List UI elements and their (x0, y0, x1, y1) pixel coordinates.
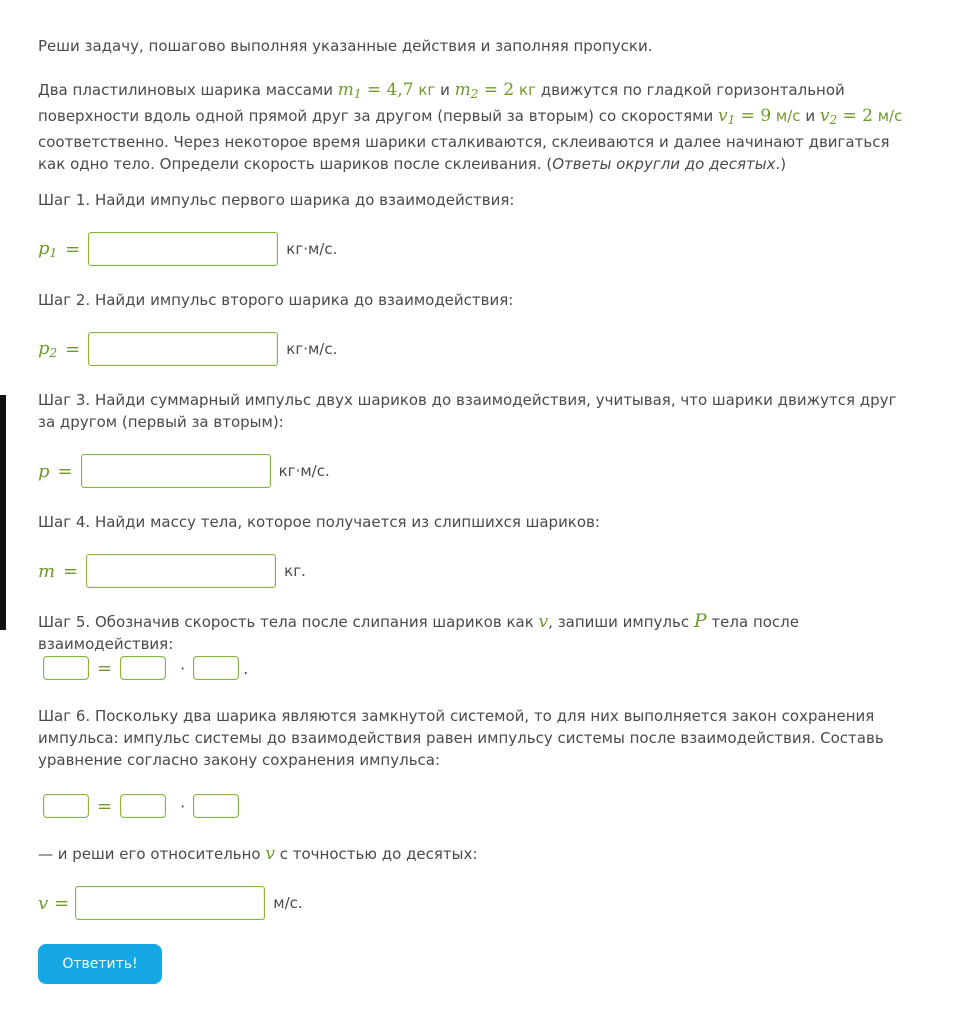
p2-label: $p_2$ (38, 338, 58, 360)
p-unit: кг·м/с. (278, 462, 330, 480)
step-6-equation: = · (43, 794, 239, 818)
step-4-text: Шаг 4. Найди массу тела, которое получается из слипшихся шариков: (38, 513, 600, 531)
step-5-equation: = · . (43, 656, 256, 680)
p-label: p (38, 460, 50, 482)
task-statement: Два пластилиновых шарика массами $m_1 = 4,7$ кг и $m_2 = 2$ кг движутся по гладкой горизонтальной поверхности вдоль одной прямой друг за другом (первый за вторым) со скоростями $v_1 = 9$ м/с и $v_2 = 2$ м/с соответственно. Через некоторое время шарики сталкиваются, склеиваются и далее начинают двигаться как одно тело. Определи скорость шариков после склеивания. (Ответы округли до десятых.) (38, 80, 903, 173)
v-input[interactable] (75, 886, 265, 920)
intro-text: Реши задачу, пошагово выполняя указанные действия и заполняя пропуски. (38, 37, 653, 55)
step5-factor1-input[interactable] (120, 656, 166, 680)
step6-factor2-input[interactable] (193, 794, 239, 818)
step-7-text: — и реши его относительно v с точностью до десятых: (38, 844, 478, 864)
answer-row-p1: $p_1$ = кг·м/с. (38, 232, 337, 266)
v-unit: м/с. (273, 894, 303, 912)
p-total-input[interactable] (81, 454, 271, 488)
p2-input[interactable] (88, 332, 278, 366)
answer-row-m: m = кг. (38, 554, 306, 588)
p2-unit: кг·м/с. (286, 340, 338, 358)
m-unit: кг. (284, 562, 306, 580)
m-label: m (38, 560, 56, 582)
p1-label: $p_1$ (38, 238, 58, 260)
v-label: v (38, 892, 49, 914)
left-edge-bar (0, 395, 6, 630)
step-1-text: Шаг 1. Найди импульс первого шарика до взаимодействия: (38, 191, 515, 209)
p1-input[interactable] (88, 232, 278, 266)
p1-unit: кг·м/с. (286, 240, 338, 258)
step6-left-input[interactable] (43, 794, 89, 818)
step-6-text: Шаг 6. Поскольку два шарика являются замкнутой системой, то для них выполняется закон сохранения импульса: импульс системы до взаимодействия равен импульсу системы после взаимодействия. Составь уравнение согласно закону сохранения импульса: (38, 707, 884, 769)
step6-factor1-input[interactable] (120, 794, 166, 818)
step5-factor2-input[interactable] (193, 656, 239, 680)
step-2-text: Шаг 2. Найди импульс второго шарика до взаимодействия: (38, 291, 514, 309)
step5-left-input[interactable] (43, 656, 89, 680)
rounding-note: Ответы округли до десятых (552, 155, 776, 173)
answer-row-p2: $p_2$ = кг·м/с. (38, 332, 337, 366)
step-5-text: Шаг 5. Обозначив скорость тела после слипания шариков как v, запиши импульс P тела после взаимодействия: (38, 610, 799, 653)
m-input[interactable] (86, 554, 276, 588)
submit-button[interactable]: Ответить! (38, 944, 162, 984)
step-3-text: Шаг 3. Найди суммарный импульс двух шариков до взаимодействия, учитывая, что шарики движутся друг за другом (первый за вторым): (38, 391, 897, 431)
answer-row-p: p = кг·м/с. (38, 454, 330, 488)
answer-row-v: v = м/с. (38, 886, 303, 920)
